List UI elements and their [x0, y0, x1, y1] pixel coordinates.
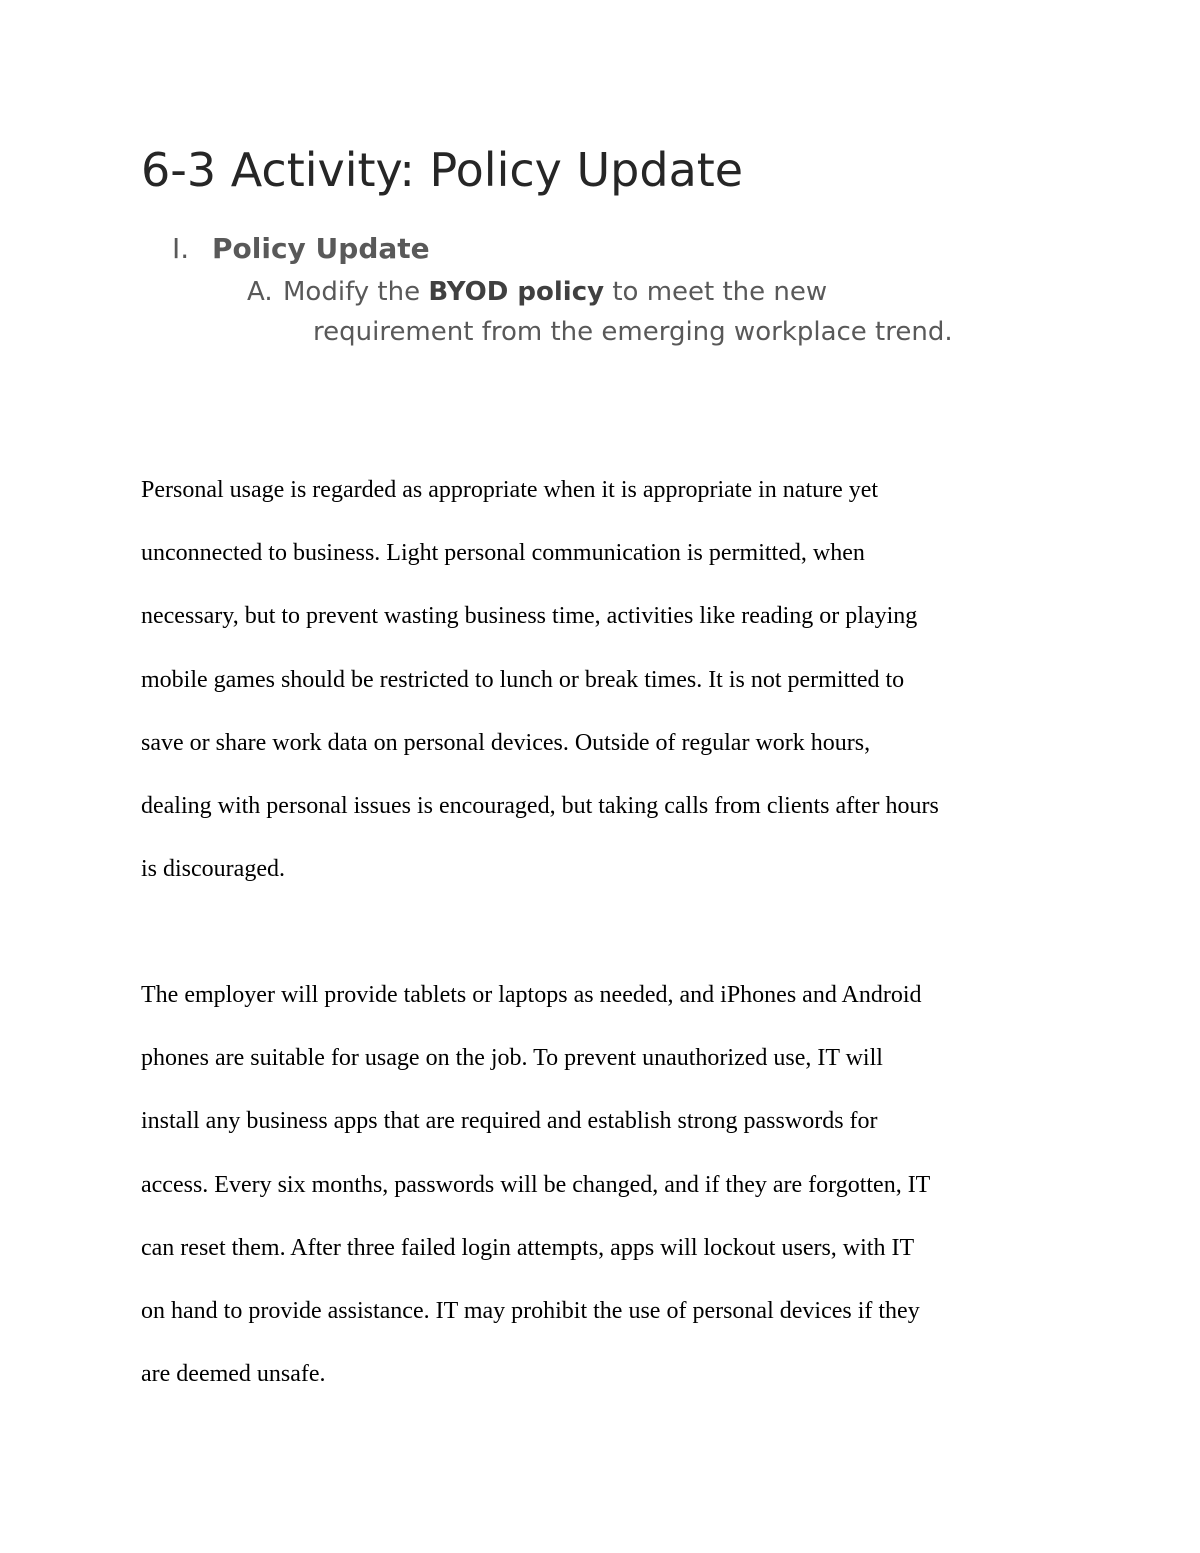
paragraph-line: are deemed unsafe.	[141, 1361, 326, 1388]
outline-letter: A.	[247, 277, 273, 307]
paragraph-line: The employer will provide tablets or laptops as needed, and iPhones and Android	[141, 982, 922, 1008]
outline-subitem-text-before: Modify the	[283, 277, 429, 307]
outline-subitem-bold: BYOD policy	[428, 277, 605, 307]
body-paragraph-personal-usage	[141, 459, 1071, 901]
paragraph-line: phones are suitable for usage on the job. To prevent unauthorized use, IT will	[141, 1045, 883, 1072]
outline-numeral: I.	[172, 232, 190, 265]
document-title: 6-3 Activity: Policy Update	[141, 143, 744, 197]
paragraph-line: access. Every six months, passwords will be changed, and if they are forgotten, IT	[141, 1171, 931, 1198]
paragraph-line: on hand to provide assistance. IT may prohibit the use of personal devices if they	[141, 1298, 920, 1325]
outline-subitem-text-after: to meet the new	[604, 277, 828, 307]
paragraph-line: install any business apps that are required and establish strong passwords for	[141, 1108, 878, 1135]
paragraph-line: can reset them. After three failed login attempts, apps will lockout users, with IT	[141, 1234, 915, 1261]
paragraph-line: dealing with personal issues is encouraged, but taking calls from clients after hours	[141, 793, 939, 820]
outline-heading: Policy Update	[212, 232, 430, 265]
paragraph-line: unconnected to business. Light personal communication is permitted, when	[141, 540, 865, 567]
paragraph-line: save or share work data on personal devices. Outside of regular work hours,	[141, 729, 871, 756]
outline-subitem-line-2: requirement from the emerging workplace trend.	[313, 317, 953, 347]
paragraph-line: is discouraged.	[141, 856, 285, 883]
outline-item-policy-update	[172, 229, 430, 269]
outline-subitem-modify-byod	[247, 272, 1047, 352]
paragraph-line: mobile games should be restricted to lunch or break times. It is not permitted to	[141, 666, 905, 693]
paragraph-line: necessary, but to prevent wasting business time, activities like reading or playing	[141, 603, 918, 630]
outline-subitem-line-1	[247, 272, 1047, 312]
paragraph-line: Personal usage is regarded as appropriate when it is appropriate in nature yet	[141, 477, 879, 503]
body-paragraph-device-provision	[141, 964, 1071, 1406]
